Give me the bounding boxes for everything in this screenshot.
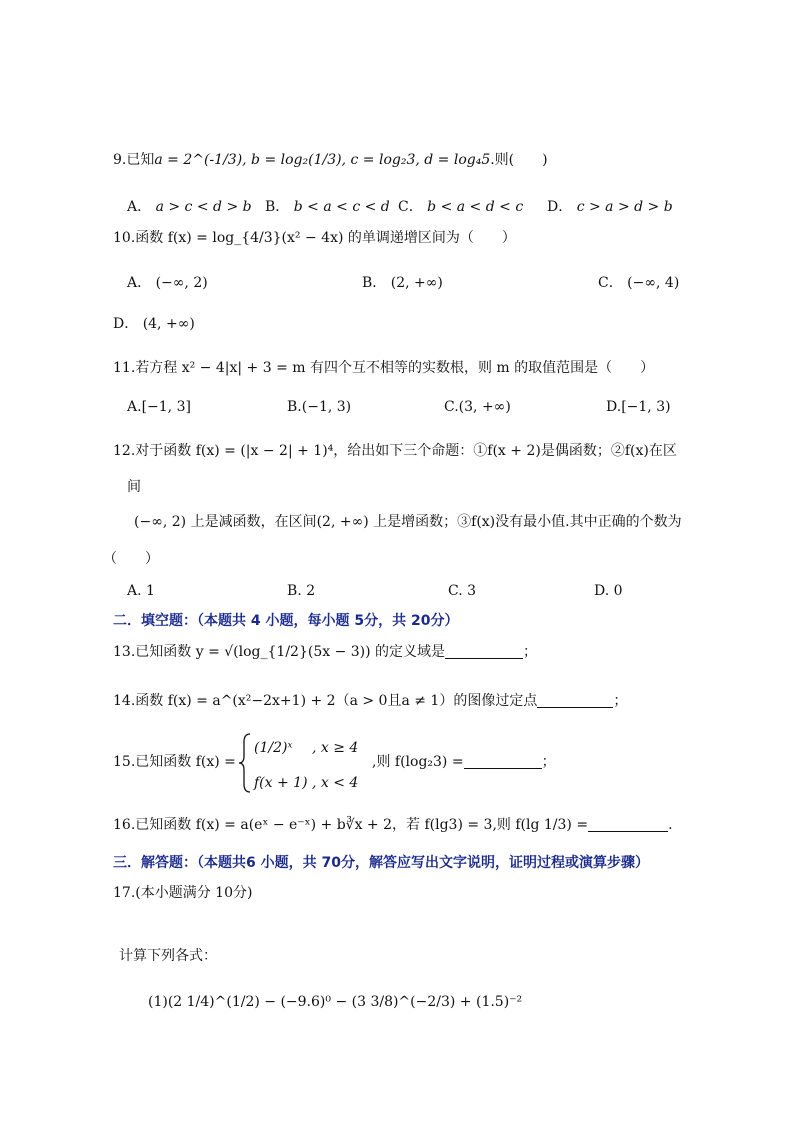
q10-option-d: D． (4, +∞) xyxy=(113,316,195,332)
q12-line-3: (−∞, 2) 上是减函数，在区间(2, +∞) 上是增函数；③f(x)没有最小值.其中正确的个数为 xyxy=(134,514,682,530)
q15-case-1-expr: (1/2)ˣ xyxy=(254,740,293,756)
q11-option-c: C.(3, +∞) xyxy=(444,399,511,415)
q13-answer-blank[interactable] xyxy=(445,644,523,659)
q15-answer-blank[interactable] xyxy=(464,754,542,769)
q12-option-b: B. 2 xyxy=(287,583,316,599)
q10-option-b: B． (2, +∞) xyxy=(362,275,443,291)
q14-answer-blank[interactable] xyxy=(537,693,613,708)
q16-stem: 16.已知函数 f(x) = a(eˣ − e⁻ˣ) + b∛x + 2，若 f(lg3) = 3,则 f(lg 1/3) = . xyxy=(113,817,673,833)
q16-answer-blank[interactable] xyxy=(588,817,668,832)
q10-option-a: A． (−∞, 2) xyxy=(127,275,208,291)
q9-option-a: A． a > c < d > b xyxy=(127,199,252,215)
q11-option-d: D.[−1, 3) xyxy=(606,399,671,415)
q9-option-b: B． b < a < c < d xyxy=(265,199,390,215)
q9-option-d: D． c > a > d > b xyxy=(547,199,673,215)
q15-case-2-expr: f(x + 1) xyxy=(254,775,308,791)
q12-line-4: （ ） xyxy=(103,551,159,567)
q14-stem: 14.函数 f(x) = a^(x²−2x+1) + 2（a > 0且a ≠ 1）的图像过定点 ； xyxy=(113,693,628,709)
q15-brace-icon xyxy=(238,732,252,794)
q12-option-d: D. 0 xyxy=(594,583,623,599)
q15-suffix: ,则 f(log₂3) = ； xyxy=(372,754,556,770)
q15-case-2-cond: , x < 4 xyxy=(312,775,359,791)
section-2-heading: 二．填空题：（本题共 4 小题，每小题 5分，共 20分） xyxy=(113,613,459,629)
q13-stem: 13.已知函数 y = √(log_{1/2}(5x − 3)) 的定义域是 ； xyxy=(113,644,538,660)
q10-option-c: C． (−∞, 4) xyxy=(598,275,680,291)
q10-stem: 10.函数 f(x) = log_{4/3}(x² − 4x) 的单调递增区间为（ ） xyxy=(113,230,516,246)
q17-title: 17.(本小题满分 10分) xyxy=(113,885,253,901)
q12-option-c: C. 3 xyxy=(448,583,477,599)
q12-option-a: A. 1 xyxy=(127,583,155,599)
q15-case-1-cond: , x ≥ 4 xyxy=(312,740,359,756)
q15-prefix: 15.已知函数 f(x) = xyxy=(113,754,236,770)
q12-line-2: 间 xyxy=(127,479,141,495)
q11-option-b: B.(−1, 3) xyxy=(287,399,352,415)
q9-stem: 9.已知a = 2^(-1/3), b = log₂(1/3), c = log₂3, d = log₄5.则( ) xyxy=(113,152,548,168)
q11-option-a: A.[−1, 3] xyxy=(127,399,191,415)
q11-stem: 11.若方程 x² − 4|x| + 3 = m 有四个互不相等的实数根，则 m 的取值范围是（ ） xyxy=(113,360,655,376)
section-3-heading: 三．解答题：（本题共6 小题，共 70分，解答应写出文字说明，证明过程或演算步骤） xyxy=(113,855,649,871)
q9-option-c: C． b < a < d < c xyxy=(398,199,524,215)
q12-line-1: 12.对于函数 f(x) = (|x − 2| + 1)⁴，给出如下三个命题：①f(x + 2)是偶函数；②f(x)在区 xyxy=(113,443,677,459)
q17-instruction: 计算下列各式： xyxy=(119,948,217,964)
q17-expression: (1)(2 1/4)^(1/2) − (−9.6)⁰ − (3 3/8)^(−2/3) + (1.5)⁻² xyxy=(148,994,523,1010)
